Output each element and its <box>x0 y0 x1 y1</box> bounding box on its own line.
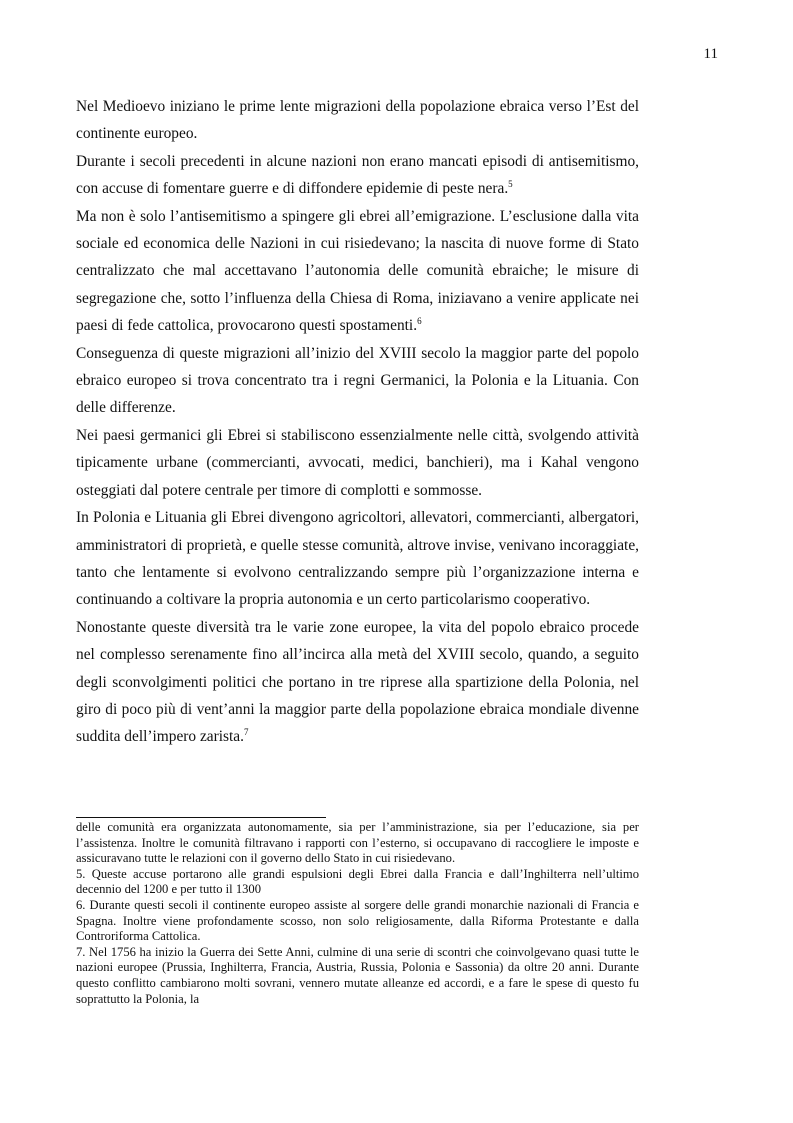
footnotes <box>76 820 639 1007</box>
paragraph: Nonostante queste diversità tra le varie zone europee, la vita del popolo ebraico procede nel complesso serenamente fino all’incirca alla metà del XVIII secolo, quando, a seguito degli sconvolgimenti politici che portano in tre riprese alla spartizione della Polonia, nel giro di poco più di vent’anni la maggior parte della popolazione ebraica mondiale divenne suddita dell’impero zarista.$^7$ <box>76 618 639 746</box>
footnote: 6. Durante questi secoli il continente europeo assiste al sorgere delle grandi monarchie nazionali di Francia e Spagna. Inoltre viene profondamente scosso, non solo religiosamente, dalla Riforma Protestante e dalla Controriforma Cattolica. <box>76 897 639 944</box>
footnote-ref[interactable]: 7 <box>243 727 249 738</box>
footnote: delle comunità era organizzata autonomamente, sia per l’amministrazione, sia per l’educazione, sia per l’assistenza. Inoltre le comunità filtravano i rapporti con l’esterno, si occupavano di raccogliere le imposte e assicuravano tutte le relazioni con il governo dello Stato in cui risiedevano. <box>76 820 639 866</box>
paragraph: Durante i secoli precedenti in alcune nazioni non erano mancati episodi di antisemitismo, con accuse di fomentare guerre e di diffondere epidemie di peste nera.$^5$ <box>76 152 639 198</box>
paragraph: Nel Medioevo iniziano le prime lente migrazioni della popolazione ebraica verso l’Est del continente europeo. <box>76 98 639 143</box>
paragraph: Nei paesi germanici gli Ebrei si stabiliscono essenzialmente nelle città, svolgendo attività tipicamente urbane (commercianti, avvocati, medici, banchieri), ma i Kahal vengono osteggiati dal potere centrale per timore di complotti e sommosse. <box>76 426 639 499</box>
page-number: 11 <box>703 46 718 62</box>
footnote: 7. Nel 1756 ha inizio la Guerra dei Sette Anni, culmine di una serie di scontri che coinvolgevano quasi tutte le nazioni europee (Prussia, Inghilterra, Francia, Austria, Russia, Polonia e Sassonia) da oltre 20 anni. Durante questo conflitto cambiarono molti sovrani, vennero mutate alleanze ed accordi, e a fare le spese di questo fu soprattutto la Polonia, la <box>76 944 639 1006</box>
body-text <box>76 93 639 751</box>
paragraph: In Polonia e Lituania gli Ebrei divengono agricoltori, allevatori, commercianti, albergatori, amministratori di proprietà, e quelle stesse comunità, altrove invise, venivano incoraggiate, tanto che lentamente si evolvono centralizzando sempre più l’organizzazione interna e continuando a coltivare la propria autonomia e un certo particolarismo cooperativo. <box>76 509 639 609</box>
footnote-separator <box>76 817 326 818</box>
footnote: 5. Queste accuse portarono alle grandi espulsioni degli Ebrei dalla Francia e dall’Inghilterra nell’ultimo decennio del 1200 e per tutto il 1300 <box>76 866 639 897</box>
footnote-ref[interactable]: 6 <box>417 316 422 327</box>
footnote-ref[interactable]: 5 <box>508 179 513 190</box>
paragraph: Ma non è solo l’antisemitismo a spingere gli ebrei all’emigrazione. L’esclusione dalla vita sociale ed economica delle Nazioni in cui risiedevano; la nascita di nuove forme di Stato centralizzato che mal accettavano l’autonomia delle comunità ebraiche; le misure di segregazione che, sotto l’influenza della Chiesa di Roma, iniziavano a venire applicate nei paesi di fede cattolica, provocarono questi spostamenti.$^6$ <box>76 207 639 335</box>
paragraph: Conseguenza di queste migrazioni all’inizio del XVIII secolo la maggior parte del popolo ebraico europeo si trova concentrato tra i regni Germanici, la Polonia e la Lituania. Con delle differenze. <box>76 344 639 417</box>
